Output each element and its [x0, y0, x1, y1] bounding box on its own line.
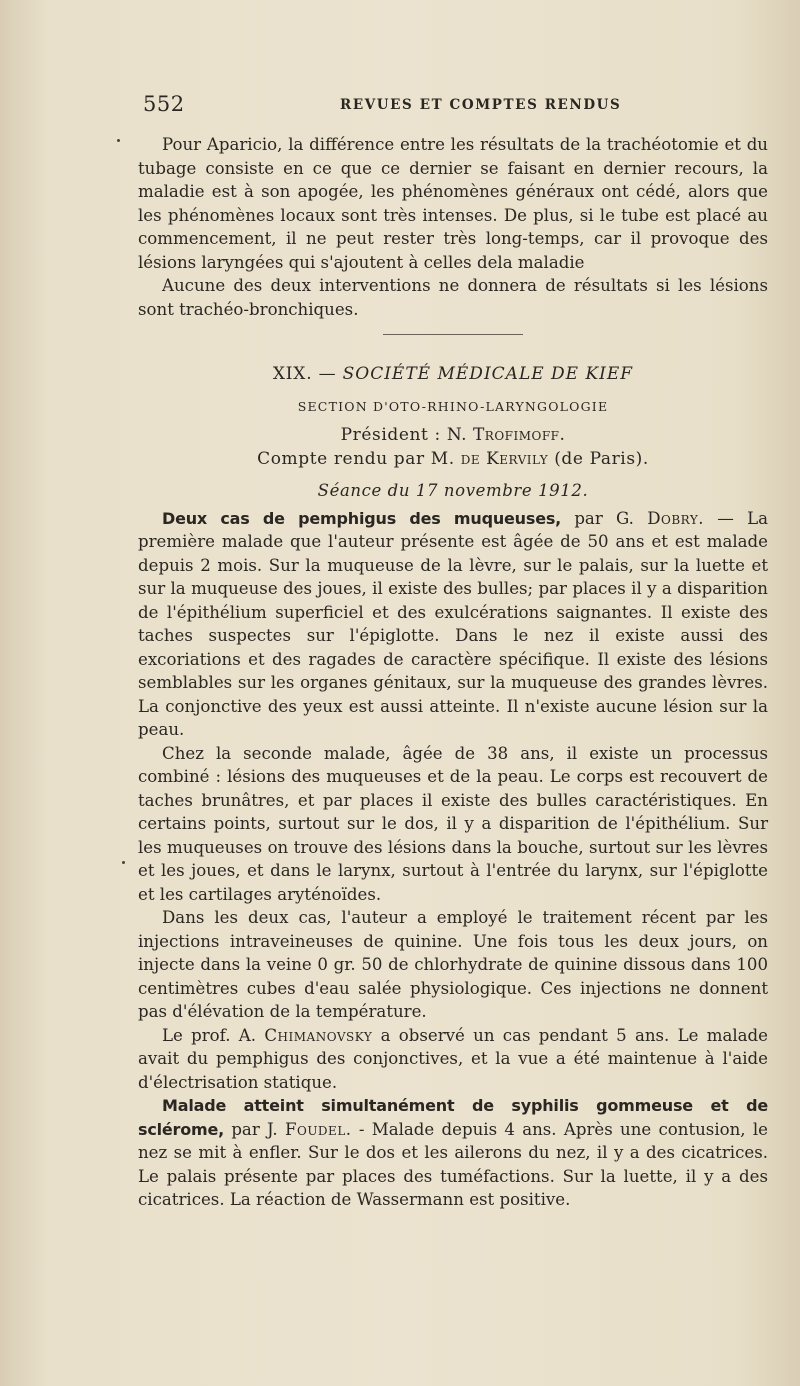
section-divider [383, 334, 523, 335]
article-1-text-4-prefix: Le prof. A. [162, 1025, 257, 1045]
section-number: XIX. — [272, 364, 337, 384]
article-1-cited-author: Chimanovsky [264, 1025, 373, 1045]
running-title: REVUES ET COMPTES RENDUS [340, 97, 622, 113]
article-2-title: Malade atteint simultanément de syphilis gommeuse et de sclérome, [138, 1096, 768, 1139]
section-heading [138, 363, 768, 387]
article-2-by: par J. [231, 1119, 278, 1139]
report-author: de Kervily [460, 448, 549, 469]
article-1-paragraph-3: Dans les deux cas, l'auteur a employé le traitement récent par les injections intraveineuses de quinine. Une fois tous les deux jours, on injecte dans la veine 0 gr. 50 de chlorhydrate de quinine dissous dans 100 centimètres cubes d'eau salée physiologique. Ces injections ne donnent pas d'élévation de la température. [138, 908, 768, 1021]
intro-paragraph-2: Aucune des deux interventions ne donnera de résultats si les lésions sont trachéo-bronchiques. [138, 276, 768, 319]
report-credit-prefix: Compte rendu par M. [257, 448, 455, 469]
article-2-author: Foudel. [284, 1119, 352, 1139]
article-1-by: par G. [574, 508, 634, 528]
president-name: N. Trofimoff. [446, 425, 566, 445]
article-2-paragraph [138, 1094, 768, 1212]
subsection-heading: SECTION D'OTO-RHINO-LARYNGOLOGIE [297, 398, 609, 414]
article-1-paragraph-1 [138, 507, 768, 742]
margin-speck [117, 139, 120, 142]
margin-speck [122, 861, 125, 864]
article-1-title: Deux cas de pemphigus des muqueuses, [162, 508, 562, 528]
article-1-paragraph-4 [138, 1024, 768, 1095]
president-line [138, 424, 768, 448]
page-body [138, 133, 768, 1212]
page-header [140, 92, 770, 122]
section-title: SOCIÉTÉ MÉDICALE DE KIEF [342, 364, 634, 384]
article-2-text: - Malade depuis 4 ans. Après une contusion, le nez se mit à enfler. Sur le dos et les ailerons du nez, il y a des cicatrices. Le palais présente par places des tuméfactions. Sur la luette, il y a des cicatrices. La réaction de Wassermann est positive. [138, 1119, 768, 1209]
article-1-text-1: — La première malade que l'auteur présente est âgée de 50 ans et est malade depuis 2 mois. Sur la muqueuse de la lèvre, sur le palais, sur la luette et sur la muqueuse des joues, il existe des bulles; par places il y a disparition de l'épithélium superficiel et des exulcérations saignantes. Il existe des taches suspectes sur l'épiglotte. Dans le nez il existe aussi des excoriations et des ragades de caractère spécifique. Il existe des lésions semblables sur les organes génitaux, sur la muqueuse des grandes lèvres. La conjonctive des yeux est aussi atteinte. Il n'existe aucune lésion sur la peau. [138, 508, 769, 739]
page-number: 552 [143, 92, 185, 116]
report-credit-suffix: (de Paris). [554, 448, 649, 469]
report-credit-line [138, 448, 768, 472]
president-label: Président : [340, 425, 441, 445]
session-date: Séance du 17 novembre 1912. [317, 481, 589, 500]
article-1-paragraph-2: Chez la seconde malade, âgée de 38 ans, il existe un processus combiné : lésions des muqueuses et de la peau. Le corps est recouvert de taches brunâtres, et par places il existe des bulles caractéristiques. En certains points, surtout sur le dos, il y a disparition de l'épithélium. Sur les muqueuses on trouve des lésions dans la bouche, surtout sur les lèvres et les joues, et dans le larynx, surtout à l'entrée du larynx, sur l'épiglotte et les cartilages aryténoïdes. [138, 743, 768, 904]
article-1-text-4-rest: a observé un cas pendant 5 ans. Le malade avait du pemphigus des conjonctives, et la vue a été maintenue à l'aide d'électrisation statique. [138, 1025, 768, 1092]
intro-paragraph-1: Pour Aparicio, la différence entre les résultats de la trachéotomie et du tubage consiste en ce que ce dernier se faisant en dernier recours, la maladie est à son apogée, les phénomènes généraux ont cédé, alors que les phénomènes locaux sont très intenses. De plus, si le tube est placé au commencement, il ne peut rester très long-temps, car il provoque des lésions laryngées qui s'ajoutent à celles dela maladie [138, 135, 768, 272]
article-1-author: Dobry. [647, 508, 705, 528]
